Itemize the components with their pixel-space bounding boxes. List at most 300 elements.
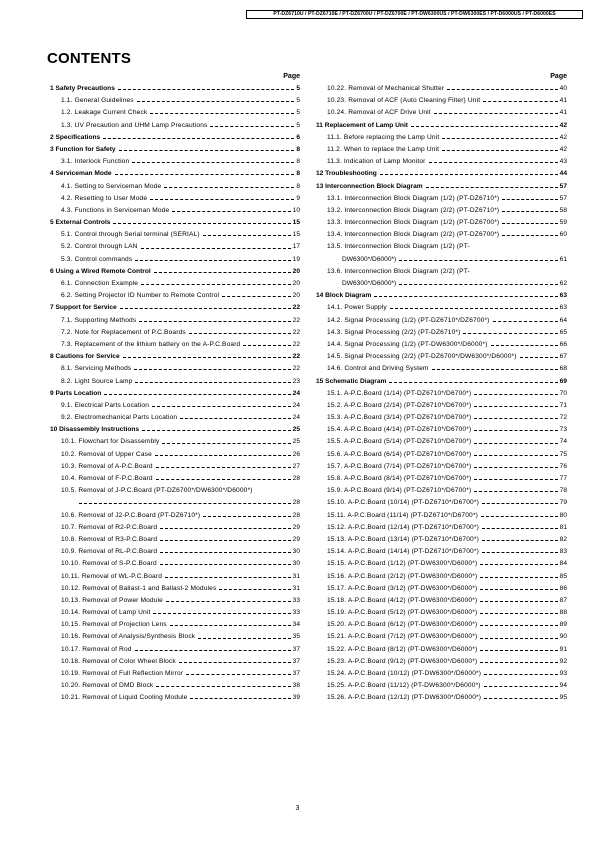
toc-entry-page: 30 [292,548,300,556]
toc-entry[interactable] [50,217,300,229]
toc-entry[interactable] [50,449,300,461]
toc-entry-page: 86 [559,584,567,592]
toc-entry-page: 57 [559,182,567,190]
toc-entry[interactable] [50,558,300,570]
toc-entry[interactable] [50,339,300,351]
toc-entry[interactable] [316,302,567,314]
toc-entry-title: 15 Schematic Diagram [316,377,387,385]
toc-entry[interactable] [50,692,300,704]
toc-leader [135,650,291,651]
toc-entry-page: 59 [559,219,567,227]
toc-entry-page: 85 [559,572,567,580]
toc-entry[interactable] [316,388,567,400]
toc-entry[interactable] [50,607,300,619]
toc-entry-page: 5 [296,85,300,92]
toc-entry-page: 5 [296,97,300,105]
toc-entry-title: 15.12. A-P.C.Board (12/14) (PT-DZ6710*/D6700*) [327,523,479,531]
toc-leader [156,467,291,468]
toc-leader [484,698,558,699]
toc-leader [165,577,291,578]
toc-entry-title: 10.11. Removal of WL-P.C.Board [61,572,163,580]
toc-entry-page: 91 [559,645,567,653]
toc-entry-title: 10.10. Removal of S-P.C.Board [61,560,157,568]
toc-entry-page: 28 [292,475,300,482]
toc-entry[interactable] [50,107,300,119]
toc-entry-page: 22 [292,365,300,373]
toc-entry[interactable] [316,546,567,558]
toc-entry-title: 13.4. Interconnection Block Diagram (2/2) (PT-DZ6700*) [327,231,500,239]
toc-entry-title: 5 External Controls [50,219,111,227]
toc-entry[interactable] [50,583,300,595]
toc-entry-title: 9.2. Electromechanical Parts Location [61,414,178,422]
toc-leader [442,138,557,139]
toc-leader [166,601,291,602]
toc-entry-title: 7 Support for Service [50,304,117,312]
toc-entry[interactable] [316,327,567,339]
toc-entry-page: 76 [559,462,567,470]
page-column-label: Page [550,73,567,80]
toc-leader [164,187,294,188]
toc-entry-page: 64 [559,316,567,324]
toc-entry-page: 77 [559,475,567,482]
toc-entry[interactable] [50,205,300,217]
toc-entry-title: 5.3. Control commands [61,255,133,263]
toc-leader [399,260,557,261]
toc-entry-title: 2 Specifications [50,133,101,141]
toc-leader [480,577,557,578]
toc-entry-title: 10.6. Removal of J2-P.C.Board (PT-DZ6710*) [61,511,201,519]
toc-leader [170,625,291,626]
toc-entry[interactable] [316,351,567,363]
toc-leader [480,589,557,590]
toc-leader [103,138,294,139]
toc-entry-title: 6.2. Setting Projector ID Number to Remote Control [61,292,220,300]
toc-entry-page: 10 [292,206,300,214]
toc-entry[interactable] [50,144,300,156]
toc-entry[interactable] [316,181,567,193]
page-number: 3 [295,805,300,812]
toc-entry-page: 30 [292,560,300,568]
toc-entry[interactable] [50,315,300,327]
toc-entry-title: 15.25. A-P.C.Board (11/12) (PT-DW6300*/D6000*) [327,682,481,690]
toc-entry-title: 15.17. A-P.C.Board (3/12) (PT-DW6300*/D6000*) [327,584,478,592]
toc-entry-page: 90 [559,633,567,641]
toc-entry[interactable] [50,534,300,546]
toc-entry-page: 68 [559,365,567,373]
page-title: CONTENTS [47,50,132,67]
toc-entry-title: 10.13. Removal of Power Module [61,596,163,604]
toc-entry-title: 8 Cautions for Service [50,353,120,361]
toc-entry[interactable] [50,168,300,180]
toc-leader [156,479,291,480]
toc-entry-title: 15.5. A-P.C.Board (5/14) (PT-DZ6710*/D6700*) [327,438,472,446]
toc-entry[interactable] [316,144,567,156]
toc-entry[interactable] [50,95,300,107]
toc-entry-page: 67 [559,353,567,361]
toc-entry[interactable] [50,522,300,534]
toc-entry[interactable] [316,120,567,132]
toc-entry[interactable] [50,497,300,509]
toc-entry-title: 15.18. A-P.C.Board (4/12) (PT-DW6300*/D6000*) [327,596,478,604]
toc-leader [141,248,291,249]
toc-entry-title: 10.24. Removal of ACF Drive Unit [327,109,431,117]
toc-entry-title: 4.1. Setting to Serviceman Mode [61,182,162,190]
toc-entry[interactable] [50,388,300,400]
toc-leader [502,235,557,236]
toc-entry-title: 10.4. Removal of F-P.C.Board [61,475,153,482]
toc-entry-page: 78 [559,487,567,495]
toc-entry[interactable] [316,339,567,351]
toc-entry[interactable] [50,473,300,485]
toc-entry-title: 15.21. A-P.C.Board (7/12) (PT-DW6300*/D6000*) [327,633,478,641]
toc-entry-page: 27 [292,462,300,470]
toc-leader [243,345,290,346]
toc-leader [162,443,290,444]
toc-entry-title: 11.3. Indication of Lamp Monitor [327,158,426,166]
toc-leader [135,382,290,383]
toc-leader [484,686,558,687]
toc-entry-title: 15.15. A-P.C.Board (1/12) (PT-DW6300*/D6000*) [327,560,478,568]
toc-entry[interactable] [50,595,300,607]
toc-right-column [316,71,567,705]
toc-entry[interactable] [316,583,567,595]
toc-leader [429,162,558,163]
toc-entry[interactable] [316,485,567,497]
toc-entry-page: 42 [559,133,567,141]
toc-entry[interactable] [50,254,300,266]
toc-entry[interactable] [316,595,567,607]
toc-leader [482,540,558,541]
toc-entry[interactable] [50,619,300,631]
toc-leader [442,150,558,151]
toc-entry-page: 25 [292,438,300,446]
toc-entry-title: 15.9. A-P.C.Board (9/14) (PT-DZ6710*/D6700*) [327,487,472,495]
toc-entry-page: 22 [292,316,300,324]
toc-entry-title: 14.4. Signal Processing (1/2) (PT-DW6300*/D6000*) [327,340,488,348]
toc-entry[interactable] [50,229,300,241]
toc-entry[interactable] [316,534,567,546]
toc-entry-page: 20 [292,280,300,287]
toc-entry-title: 10.5. Removal of J-P.C.Board (PT-DZ6700*/DW6300*/D6000*) [61,487,253,495]
toc-leader [155,455,291,456]
toc-entry[interactable] [316,449,567,461]
toc-entry-title: 11.1. Before replacing the Lamp Unit [327,133,440,141]
toc-entry[interactable] [50,656,300,668]
toc-entry[interactable] [50,668,300,680]
toc-entry-page: 5 [296,121,300,129]
toc-entry-page: 44 [559,170,567,178]
toc-entry-title: 11 Replacement of Lamp Unit [316,121,408,129]
toc-entry[interactable] [50,461,300,473]
toc-leader [480,625,557,626]
toc-entry[interactable] [50,181,300,193]
toc-entry[interactable] [316,558,567,570]
toc-entry-page: 41 [559,97,567,105]
toc-entry-page: 20 [292,292,300,300]
toc-entry-page: 79 [559,499,567,507]
toc-entry[interactable] [316,692,567,704]
toc-leader [474,394,557,395]
toc-entry[interactable] [316,424,567,436]
toc-leader [104,394,290,395]
toc-leader [160,528,290,529]
toc-entry-title: 9.1. Electrical Parts Location [61,401,150,409]
toc-entry[interactable] [50,376,300,388]
toc-entry[interactable] [316,168,567,180]
toc-entry-page: 39 [292,694,300,702]
toc-entry[interactable] [316,254,567,266]
toc-entry[interactable] [316,656,567,668]
toc-leader [399,284,557,285]
toc-leader [481,516,558,517]
toc-entry[interactable] [316,571,567,583]
toc-entry[interactable] [50,278,300,290]
toc-entry-title: 15.19. A-P.C.Board (5/12) (PT-DW6300*/D6000*) [327,609,478,617]
toc-entry-title: 15.4. A-P.C.Board (4/14) (PT-DZ6710*/D6700*) [327,426,472,434]
toc-entry-page: 8 [296,182,300,190]
toc-entry[interactable] [50,571,300,583]
toc-entry[interactable] [316,217,567,229]
toc-entry-page: 5 [296,109,300,117]
toc-entry-title: 10.1. Flowchart for Disassembly [61,438,160,446]
toc-entry-title: 13.6. Interconnection Block Diagram (2/2) (PT- [327,267,470,275]
toc-leader [447,89,557,90]
toc-entry[interactable] [316,290,567,302]
toc-leader [156,686,290,687]
toc-entry-page: 70 [559,389,567,397]
toc-entry[interactable] [50,302,300,314]
toc-entry[interactable] [50,327,300,339]
toc-entry[interactable] [316,607,567,619]
toc-entry-title: 10.8. Removal of R3-P.C.Board [61,535,158,543]
toc-entry-title: 15.3. A-P.C.Board (3/14) (PT-DZ6710*/D6700*) [327,414,472,422]
toc-entry[interactable] [316,644,567,656]
toc-leader [189,333,291,334]
toc-right-list [316,83,567,705]
toc-entry-title: 13.1. Interconnection Block Diagram (1/2) (PT-DZ6710*) [327,194,500,202]
toc-leader [474,430,557,431]
toc-entry-title: 4 Serviceman Mode [50,170,112,178]
toc-entry-title: 15.6. A-P.C.Board (6/14) (PT-DZ6710*/D6700*) [327,450,472,458]
toc-entry[interactable] [316,497,567,509]
toc-entry-title: 10.23. Removal of ACF (Auto Cleaning Filter) Unit [327,97,481,105]
toc-entry[interactable] [316,95,567,107]
toc-entry[interactable] [316,412,567,424]
toc-entry-page: 40 [559,85,567,92]
toc-entry[interactable] [316,363,567,375]
toc-entry-title: 15.14. A-P.C.Board (14/14) (PT-DZ6710*/D6700*) [327,548,479,556]
toc-entry[interactable] [50,120,300,132]
toc-entry-title: 15.16. A-P.C.Board (2/12) (PT-DW6300*/D6000*) [327,572,478,580]
toc-entry-title: 6.1. Connection Example [61,280,139,287]
toc-leader [474,406,557,407]
toc-entry-page: 34 [292,621,300,629]
toc-entry-page: 58 [559,206,567,214]
toc-leader [484,674,558,675]
toc-entry-page: 63 [559,304,567,312]
toc-entry[interactable] [50,412,300,424]
toc-leader [374,296,557,297]
toc-entry[interactable] [316,522,567,534]
toc-entry[interactable] [316,510,567,522]
toc-entry[interactable] [316,132,567,144]
toc-entry[interactable] [316,436,567,448]
toc-entry[interactable] [50,83,300,95]
toc-entry-title: 13.3. Interconnection Block Diagram (1/2) (PT-DZ6700*) [327,219,500,227]
toc-leader [219,589,290,590]
toc-entry-title: 10.18. Removal of Color Wheel Block [61,657,176,665]
toc-entry[interactable] [50,290,300,302]
toc-entry-title: 10.14. Removal of Lamp Unit [61,609,151,617]
toc-entry[interactable] [316,668,567,680]
toc-leader [172,211,290,212]
toc-entry-page: 22 [292,353,300,361]
toc-entry[interactable] [50,680,300,692]
model-header: PT-DZ6710U / PT-DZ6710E / PT-DZ6700U / PT-DZ6700E / PT-DW6300US / PT-DW6300ES / PT-D6000US / PT-D6000ES [246,10,583,19]
toc-entry[interactable] [50,156,300,168]
toc-entry[interactable] [316,205,567,217]
toc-entry[interactable] [316,461,567,473]
toc-entry-page: 43 [559,158,567,166]
toc-entry-title: 1 Safety Precautions [50,85,115,92]
toc-leader [380,174,558,175]
toc-leader [139,321,290,322]
toc-entry[interactable] [50,631,300,643]
toc-leader [434,113,558,114]
toc-entry-title: 15.11. A-P.C.Board (11/14) (PT-DZ6710*/D6700*) [327,511,478,519]
toc-entry[interactable] [316,631,567,643]
toc-entry[interactable] [316,229,567,241]
toc-entry-title: 10.21. Removal of Liquid Cooling Module [61,694,188,702]
toc-entry-page: 82 [559,535,567,543]
toc-entry-title: 14.5. Signal Processing (2/2) (PT-DZ6700*/DW6300*/D6000*) [327,353,517,361]
toc-leader [179,662,291,663]
toc-entry-page: 23 [292,377,300,385]
toc-entry-title: 10.9. Removal of RL-P.C.Board [61,548,158,556]
toc-entry-title: 4.3. Functions in Serviceman Mode [61,206,170,214]
toc-entry-page: 38 [292,682,300,690]
toc-entry-title: 10.19. Removal of Full Reflection Mirror [61,670,184,677]
toc-entry-page: 87 [559,596,567,604]
toc-entry[interactable] [50,424,300,436]
toc-leader [483,101,557,102]
toc-entry-page: 33 [292,609,300,617]
toc-entry-title: 7.1. Supporting Methods [61,316,137,324]
toc-entry-page: 72 [559,414,567,422]
toc-entry-page: 37 [292,670,300,677]
toc-leader [120,308,291,309]
toc-leader [389,382,557,383]
toc-entry-title: 1.1. General Guidelines [61,97,134,105]
toc-entry-title: 8.2. Light Source Lamp [61,377,133,385]
toc-entry[interactable] [50,351,300,363]
toc-entry[interactable] [50,546,300,558]
toc-entry-page: 22 [292,304,300,312]
toc-entry-title: DW6300*/D6000*) [342,255,397,263]
toc-entry-page: 61 [559,255,567,263]
toc-entry[interactable] [316,241,567,253]
toc-leader [474,479,557,480]
toc-entry[interactable] [50,193,300,205]
toc-entry[interactable] [316,193,567,205]
toc-entry-title: 10.2. Removal of Upper Case [61,450,152,458]
toc-entry-page: 28 [292,511,300,519]
toc-leader [502,211,557,212]
toc-entry-page: 74 [559,438,567,446]
toc-leader [113,223,290,224]
toc-entry-page: 24 [292,401,300,409]
toc-entry-title: 12 Troubleshooting [316,170,377,178]
toc-entry-title: 10.17. Removal of Rod [61,645,132,653]
toc-leader [482,528,558,529]
toc-entry[interactable] [316,107,567,119]
toc-leader [480,650,557,651]
toc-entry-title: 1.3. UV Precaution and UHM Lamp Precautions [61,121,208,129]
toc-entry-title: 13 Interconnection Block Diagram [316,182,423,190]
toc-leader [190,698,290,699]
toc-entry-page: 8 [296,145,300,153]
toc-leader [142,430,291,431]
toc-entry[interactable] [316,266,567,278]
toc-entry[interactable] [50,510,300,522]
toc-leader [160,540,290,541]
toc-entry-page: 37 [292,645,300,653]
toc-entry[interactable] [316,376,567,388]
toc-entry[interactable] [316,680,567,692]
toc-entry[interactable] [316,83,567,95]
toc-entry[interactable] [316,315,567,327]
toc-entry-page: 83 [559,548,567,556]
toc-entry-page: 15 [292,219,300,227]
toc-entry-page: 69 [559,377,567,385]
toc-entry[interactable] [50,644,300,656]
toc-entry-page: 93 [559,670,567,677]
toc-entry-title: 11.2. When to replace the Lamp Unit [327,145,440,153]
toc-leader [123,357,291,358]
toc-entry-title: 14 Block Diagram [316,292,372,300]
toc-leader [132,162,294,163]
toc-entry[interactable] [316,619,567,631]
toc-leader [474,491,557,492]
toc-entry[interactable] [50,485,300,497]
page-column-label: Page [283,73,300,80]
toc-entry-title: 15.1. A-P.C.Board (1/14) (PT-DZ6710*/D6700*) [327,389,472,397]
toc-leader [222,296,291,297]
toc-entry[interactable] [50,266,300,278]
toc-entry-title: 10.20. Removal of DMD Block [61,682,154,690]
toc-leader [203,235,291,236]
toc-entry[interactable] [50,436,300,448]
toc-entry-page: 37 [292,657,300,665]
toc-entry-title: 3.1. Interlock Function [61,158,130,166]
toc-entry-page: 31 [292,572,300,580]
toc-entry[interactable] [316,156,567,168]
toc-entry[interactable] [316,473,567,485]
toc-entry[interactable] [50,363,300,375]
toc-entry[interactable] [316,278,567,290]
toc-leader [141,284,291,285]
toc-entry-title: 10.15. Removal of Projection Lens [61,621,167,629]
toc-entry-title: 10 Disassembly Instructions [50,426,140,434]
toc-leader [480,662,557,663]
toc-entry[interactable] [316,400,567,412]
toc-entry-title: 3 Function for Safety [50,145,116,153]
toc-entry[interactable] [50,400,300,412]
toc-entry-title: DW6300*/D6000*) [342,280,397,287]
toc-entry[interactable] [50,132,300,144]
toc-entry[interactable] [50,241,300,253]
toc-entry-page: 60 [559,231,567,239]
